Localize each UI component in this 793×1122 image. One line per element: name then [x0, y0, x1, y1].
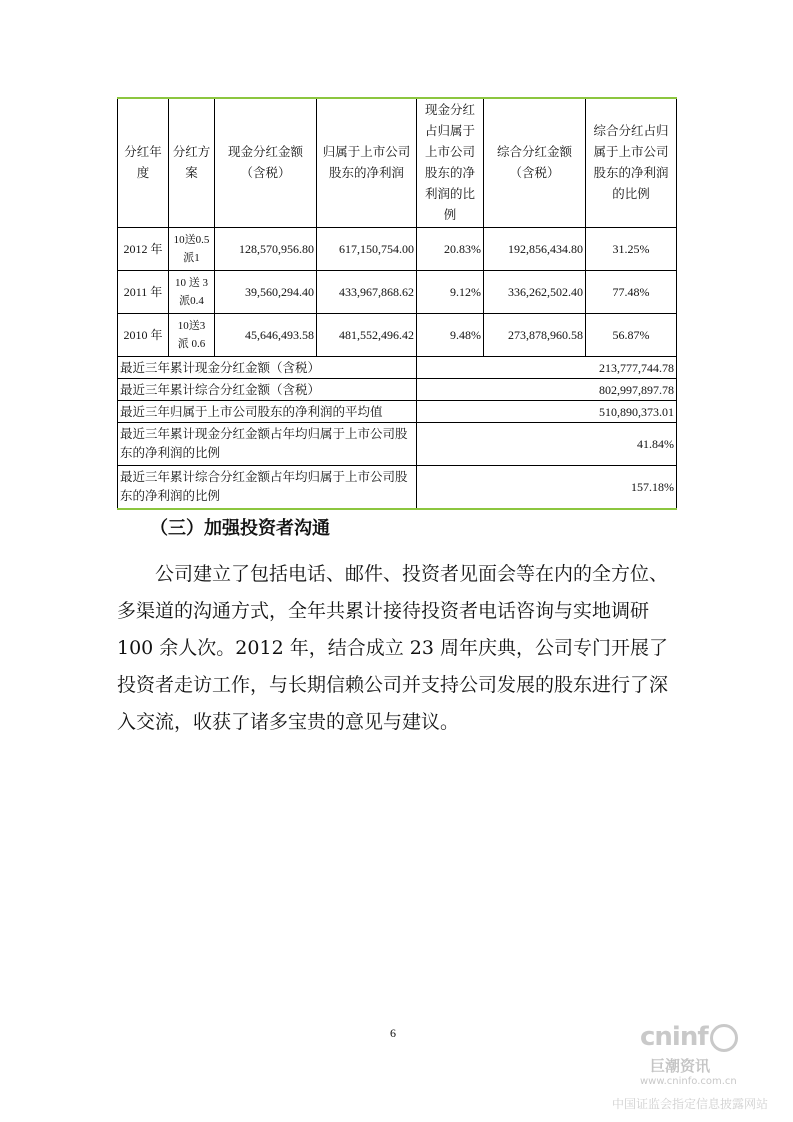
header-total-ratio: 综合分红占归属于上市公司股东的净利润的比例: [586, 98, 677, 228]
cninfo-mark-icon: [710, 1024, 738, 1052]
summary-value: 510,890,373.01: [417, 401, 677, 423]
cell-cash: 128,570,956.80: [215, 228, 317, 271]
header-year: 分红年度: [118, 98, 169, 228]
header-cash: 现金分红金额（含税）: [215, 98, 317, 228]
cell-year: 2010 年: [118, 314, 169, 357]
summary-label: 最近三年归属于上市公司股东的净利润的平均值: [118, 401, 417, 423]
cell-profit: 433,967,868.62: [317, 271, 417, 314]
cell-cash-ratio: 20.83%: [417, 228, 484, 271]
summary-value: 41.84%: [417, 423, 677, 466]
summary-row: [118, 466, 677, 510]
header-total: 综合分红金额（含税）: [484, 98, 586, 228]
cell-total-ratio: 56.87%: [586, 314, 677, 357]
summary-row: [118, 357, 677, 379]
cell-year: 2012 年: [118, 228, 169, 271]
cell-profit: 481,552,496.42: [317, 314, 417, 357]
table-row: [118, 314, 677, 357]
header-plan: 分红方案: [169, 98, 215, 228]
watermark-footer: 中国证监会指定信息披露网站: [612, 1097, 769, 1111]
table-row: [118, 271, 677, 314]
cell-cash-ratio: 9.48%: [417, 314, 484, 357]
cell-cash: 45,646,493.58: [215, 314, 317, 357]
header-cash-ratio: 现金分红占归属于上市公司股东的净利润的比例: [417, 98, 484, 228]
cell-cash: 39,560,294.40: [215, 271, 317, 314]
summary-value: 213,777,744.78: [417, 357, 677, 379]
cell-plan: 10送0.5派1: [169, 228, 215, 271]
cell-profit: 617,150,754.00: [317, 228, 417, 271]
cell-total: 192,856,434.80: [484, 228, 586, 271]
summary-value: 802,997,897.78: [417, 379, 677, 401]
page-number: 6: [390, 1026, 396, 1040]
header-profit: 归属于上市公司股东的净利润: [317, 98, 417, 228]
cell-total: 273,878,960.58: [484, 314, 586, 357]
cell-total: 336,262,502.40: [484, 271, 586, 314]
summary-row: [118, 379, 677, 401]
watermark-url: www.cninfo.com.cn: [640, 1076, 737, 1087]
summary-label: 最近三年累计综合分红金额（含税）: [118, 379, 417, 401]
summary-value: 157.18%: [417, 466, 677, 510]
body-paragraph: 公司建立了包括电话、邮件、投资者见面会等在内的全方位、多渠道的沟通方式，全年共累计接待投资者电话咨询与实地调研100 余人次。2012 年，结合成立 23 周年庆典，公司专门开展了投资者走访工作，与长期信赖公司并支持公司发展的股东进行了深入交流，收获了诸多宝贵的意见与建议。: [117, 563, 669, 733]
cell-year: 2011 年: [118, 271, 169, 314]
summary-label: 最近三年累计现金分红金额占年均归属于上市公司股东的净利润的比例: [118, 423, 417, 466]
logo-text: cninf: [640, 1022, 708, 1052]
summary-row: [118, 423, 677, 466]
cell-total-ratio: 77.48%: [586, 271, 677, 314]
cell-cash-ratio: 9.12%: [417, 271, 484, 314]
table-row: [118, 228, 677, 271]
cell-plan: 10 送 3派0.4: [169, 271, 215, 314]
watermark-brand: 巨潮资讯: [650, 1057, 711, 1075]
cell-total-ratio: 31.25%: [586, 228, 677, 271]
cninfo-logo: [640, 1022, 738, 1052]
cell-plan: 10送3 派 0.6: [169, 314, 215, 357]
summary-row: [118, 401, 677, 423]
table-header-row: [118, 98, 677, 228]
summary-label: 最近三年累计现金分红金额（含税）: [118, 357, 417, 379]
summary-label: 最近三年累计综合分红金额占年均归属于上市公司股东的净利润的比例: [118, 466, 417, 510]
dividend-table: [117, 97, 677, 510]
section-title: （三）加强投资者沟通: [150, 518, 330, 539]
